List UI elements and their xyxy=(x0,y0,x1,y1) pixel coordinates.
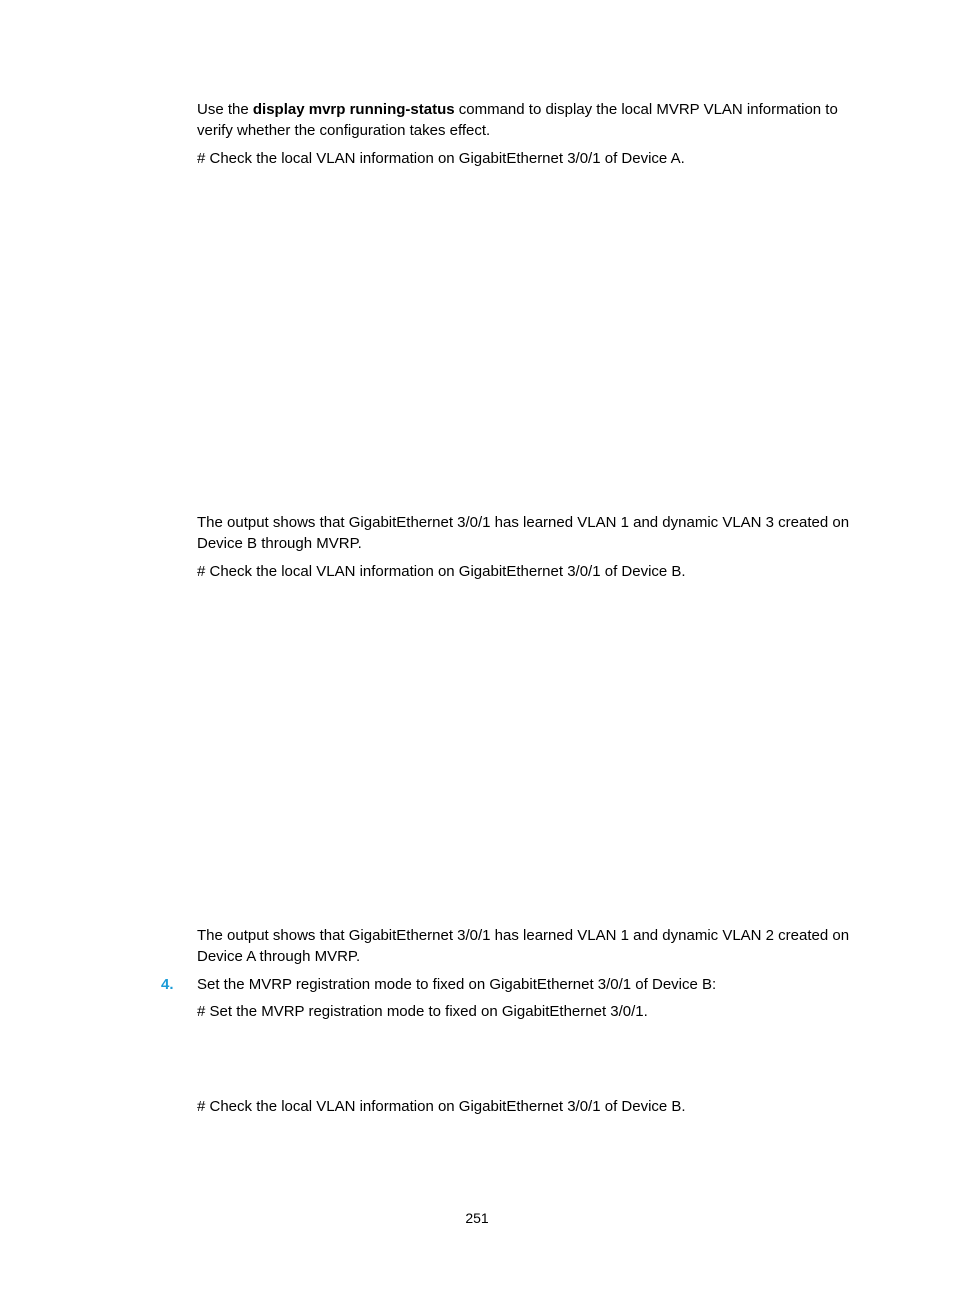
intro-paragraph xyxy=(197,99,877,141)
result-device-b-text: The output shows that GigabitEthernet 3/0/1 has learned VLAN 1 and dynamic VLAN 2 created on Device A through MVRP. xyxy=(197,927,850,965)
command-name: display mvrp running-status xyxy=(252,101,455,118)
set-fixed-text: # Set the MVRP registration mode to fixed on GigabitEthernet 3/0/1. xyxy=(197,1003,648,1020)
check-device-b-fixed-text: # Check the local VLAN information on GigabitEthernet 3/0/1 of Device B. xyxy=(197,1098,686,1115)
result-device-a-text: The output shows that GigabitEthernet 3/0/1 has learned VLAN 1 and dynamic VLAN 3 created on Device B through MVRP. xyxy=(197,514,850,552)
check-device-b-text: # Check the local VLAN information on GigabitEthernet 3/0/1 of Device B. xyxy=(197,563,686,580)
check-device-a-text: # Check the local VLAN information on GigabitEthernet 3/0/1 of Device A. xyxy=(197,150,685,167)
step-4-text: Set the MVRP registration mode to fixed on GigabitEthernet 3/0/1 of Device B: xyxy=(197,976,717,993)
intro-prefix: Use the xyxy=(197,101,253,118)
intro-suffix: command to display the local MVRP VLAN information to verify whether the configuration takes effect. xyxy=(197,101,838,139)
step-number: 4. xyxy=(161,976,174,993)
page-number: 251 xyxy=(465,1210,489,1226)
